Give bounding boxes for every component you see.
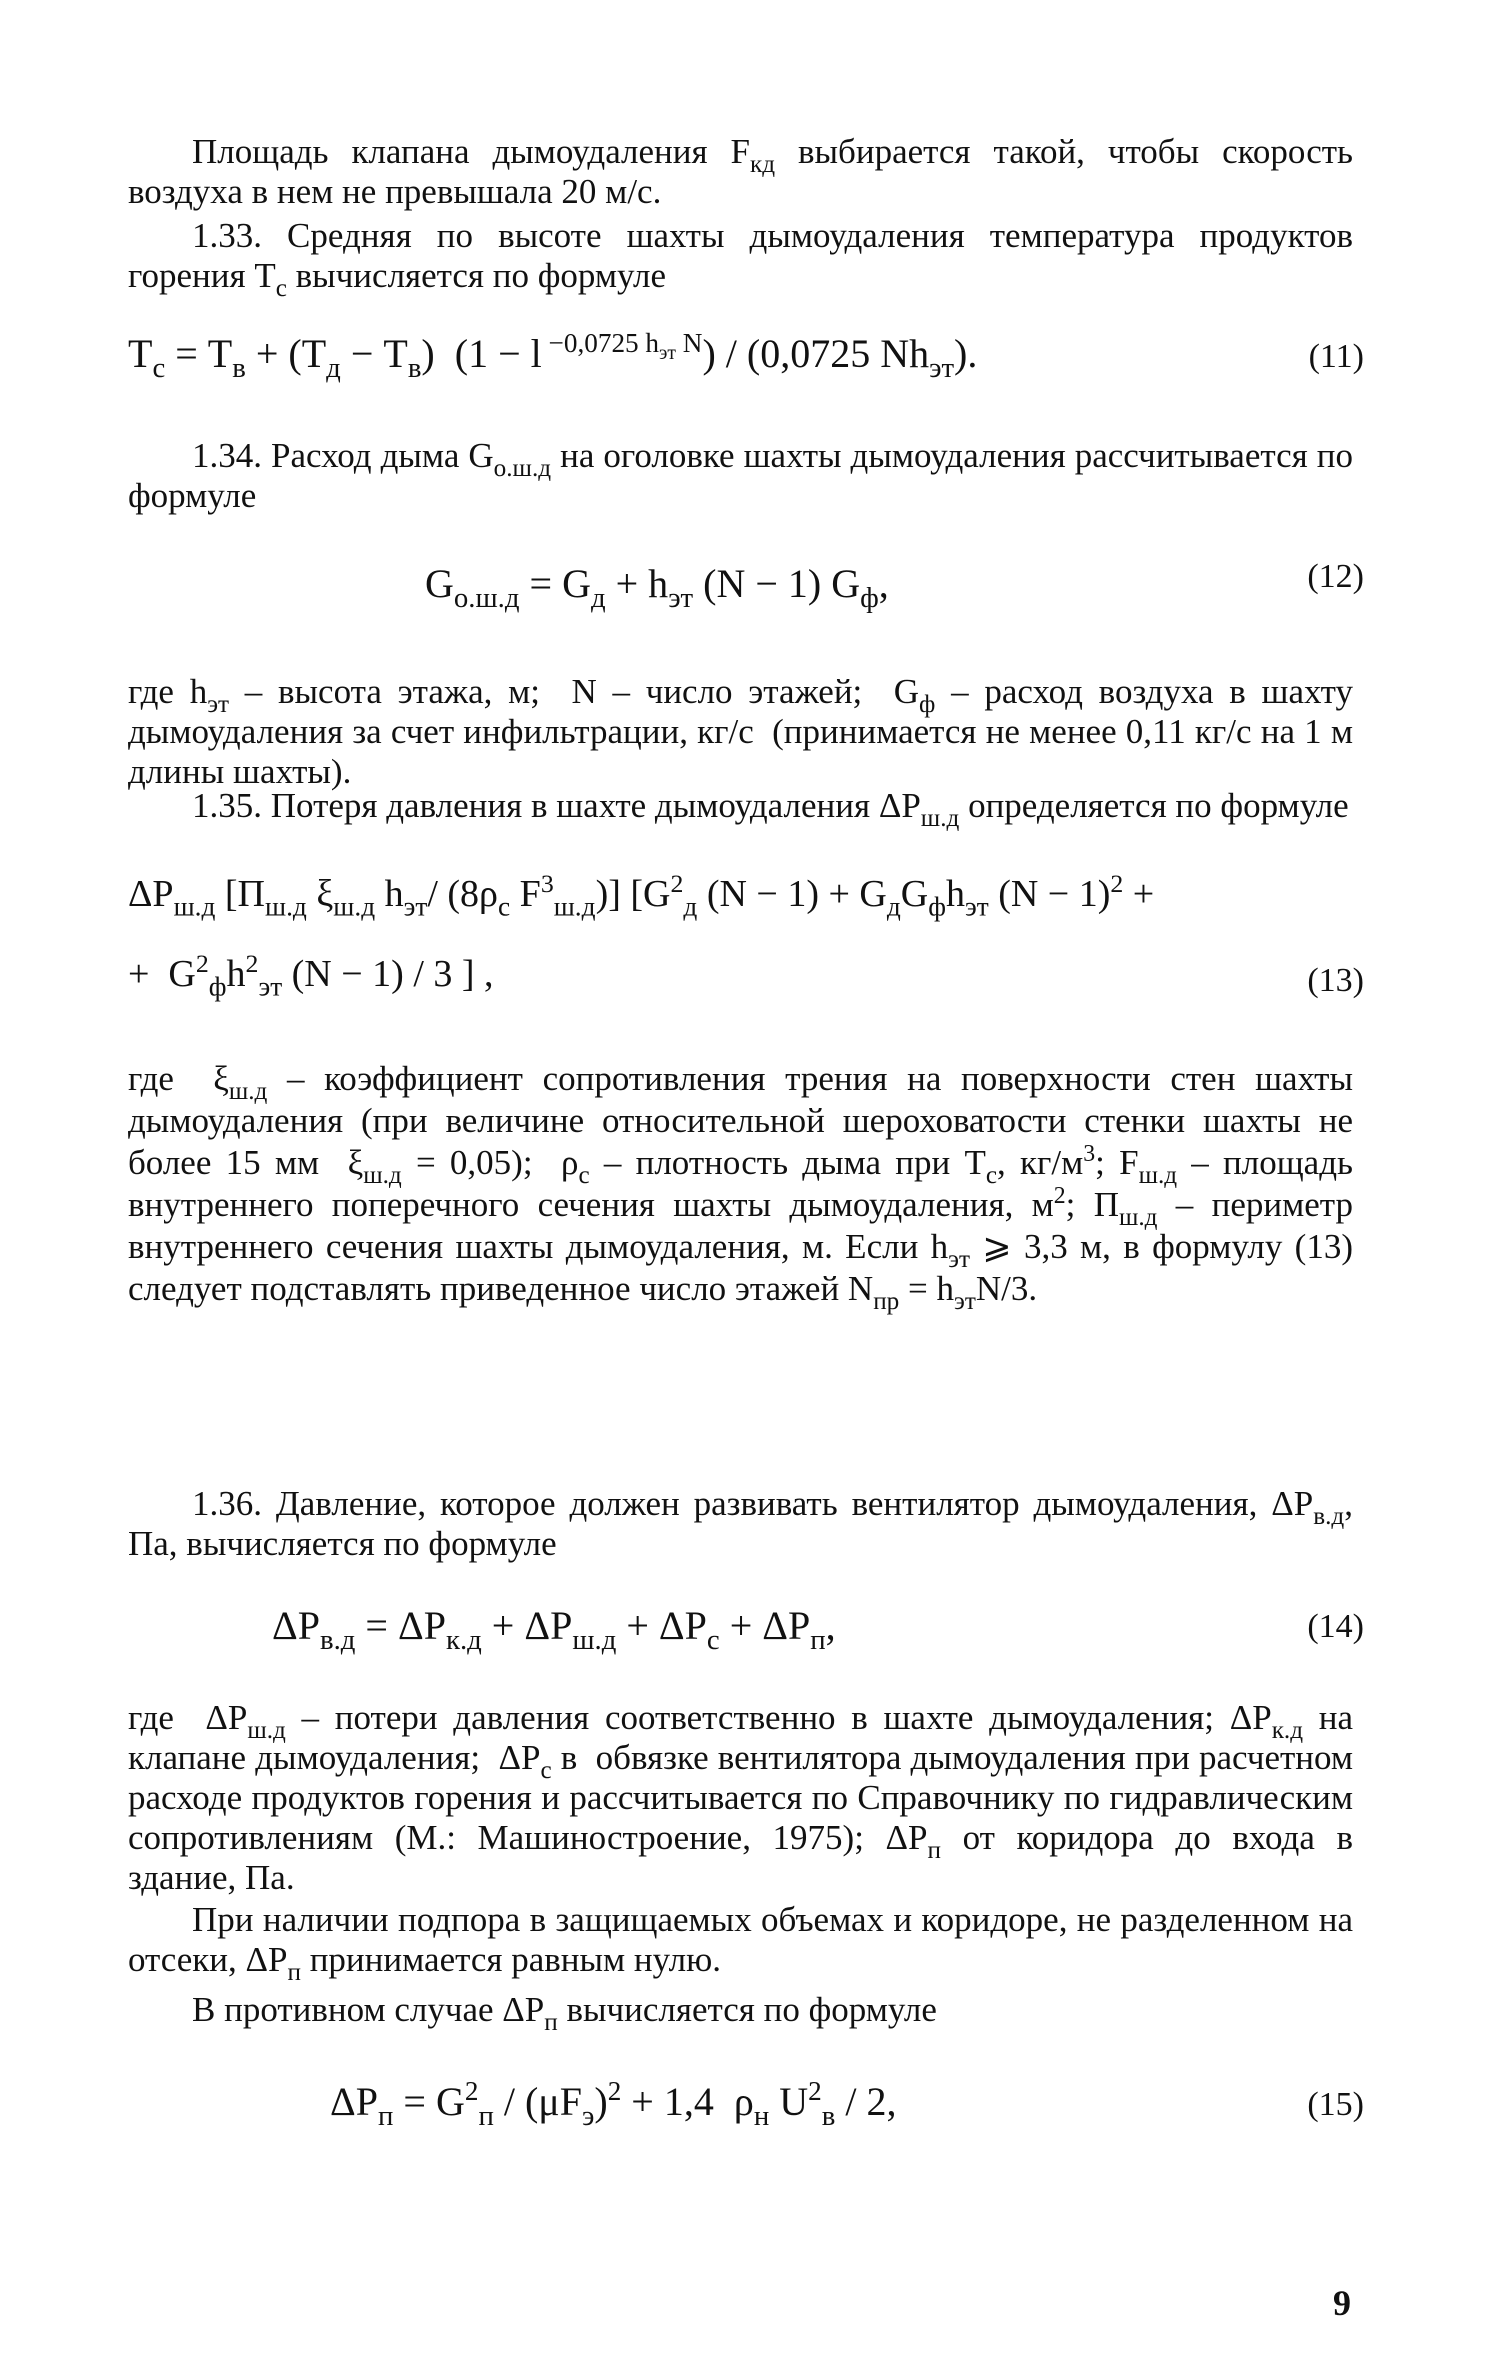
paragraph-text: выбирается такой, чтобы скорость воздуха в нем не превышала 20 м/с. xyxy=(128,132,1354,211)
formula-number-11: (11) xyxy=(1308,338,1364,375)
paragraph-text: вычисляется по формуле xyxy=(286,256,667,295)
formula-number-15: (15) xyxy=(1307,2086,1364,2123)
paragraph-support: При наличии подпора в защищаемых объемах и коридоре, не разделенном на отсеки, $\Delta P_п$ принимается равным нулю. xyxy=(128,1900,1353,1986)
formula-14: $\Delta P_{в.д} = \Delta P_{к.д} + \Delta P_{ш.д} + \Delta P_с + \Delta P_п$, xyxy=(272,1603,836,1657)
paragraph-text: Площадь клапана дымоудаления F xyxy=(192,132,751,171)
subscript: с xyxy=(275,274,287,302)
paragraph-text: на оголовке шахты дымоудаления рассчитывается по формуле xyxy=(128,436,1353,515)
section-number: 1.35. xyxy=(192,786,262,825)
formula-11: $Т_с = Т_в + (Т_д - Т_в) (1 - l$ $^{-0,0725 h_{эт} N}$) / (0,0725 $Nh_{эт}$). xyxy=(128,328,978,385)
page-number: 9 xyxy=(1333,2283,1351,2323)
formula-number-12: (12) xyxy=(1307,558,1364,595)
paragraph-valve-area xyxy=(128,132,1353,212)
formula-number-14: (14) xyxy=(1307,1608,1364,1645)
formula-13-line-1: $\Delta P_{ш.д}$ [$П_{ш.д}$ $\xi_{ш.д}$ $h_{эт}/$ ($8\rho_с$ $F^3_{ш.д}$)] [$G^2_д$ $(N - 1) + G_дG_фh_{эт}$ $(N - 1)^2$ + xyxy=(128,868,1155,922)
subscript: кд xyxy=(750,150,776,178)
section-number: 1.36. xyxy=(192,1484,262,1523)
formula-12: $G_{о.ш.д} = G_д + h_{эт}$ (N − 1) $G_ф$, xyxy=(425,561,889,615)
formula-13-line-2: + $G^2_фh^2_{эт}$ (N − 1) / 3 ] , xyxy=(128,948,494,1002)
paragraph-otherwise: В противном случае $\Delta P_п$ вычисляется по формуле xyxy=(192,1990,937,2036)
subscript: ш.д xyxy=(920,804,960,832)
where-clause-12: где $h_{эт}$ – высота этажа, м; N – число этажей; $G_ф$ – расход воздуха в шахту дымоудаления за счет инфильтрации, кг/с (принимается не менее 0,11 кг/с на 1 м длины шахты). xyxy=(128,672,1353,791)
where-clause-14: где $\Delta P_{ш.д}$ – потери давления соответственно в шахте дымоудаления; $\Delta P_{к.д}$ на клапане дымоудаления; $\Delta P_с$ в обвязке вентилятора дымоудаления при расчетном расходе продуктов горения и рассчитывается по Справочнику по гидравлическим сопротивлениям (М.: Машиностроение, 1975); $\Delta P_п$ от коридора до входа в здание, Па. xyxy=(128,1698,1354,1897)
paragraph-text: определяется по формуле xyxy=(959,786,1349,825)
formula-number-13: (13) xyxy=(1307,962,1364,999)
section-1-36 xyxy=(128,1484,1353,1564)
section-1-35 xyxy=(128,786,1353,832)
section-1-34 xyxy=(128,436,1353,516)
section-1-33 xyxy=(128,216,1353,302)
paragraph-text: Средняя по высоте шахты дымоудаления температура продуктов горения Т xyxy=(128,216,1353,295)
formula-15: $\Delta P_п = G^2_п / (\mu F_э)^2 + 1,4$ $\rho_н$ $U^2_в / 2$, xyxy=(330,2076,897,2133)
paragraph-text: Расход дыма G xyxy=(262,436,494,475)
section-number: 1.34. xyxy=(192,436,262,475)
paragraph-text: Давление, которое должен развивать вентилятор дымоудаления, $\Delta P_{в.д}$, Па, вычисляется по формуле xyxy=(128,1484,1353,1563)
subscript: о.ш.д xyxy=(493,454,552,482)
where-clause-13: где $\xi_{ш.д}$ – коэффициент сопротивления трения на поверхности стен шахты дымоудаления (при величине относительной шероховатости стенки шахты не более 15 мм $\xi_{ш.д} = 0,05$); $\rho_с$ – плотность дыма при $Т_с$, $кг/м^3$; $F_{ш.д}$ – площадь внутреннего поперечного сечения шахты дымоудаления, $м^2$; $П_{ш.д}$ – периметр внутреннего сечения шахты дымоудаления, м. Если $h_{эт}$ ⩾ 3,3 м, в формулу (13) следует подставлять приведенное число этажей $N_{пр} = h_{эт}N/3$. xyxy=(128,1059,1354,1315)
section-number: 1.33. xyxy=(192,216,262,255)
paragraph-text: Потеря давления в шахте дымоудаления ΔP xyxy=(262,786,921,825)
